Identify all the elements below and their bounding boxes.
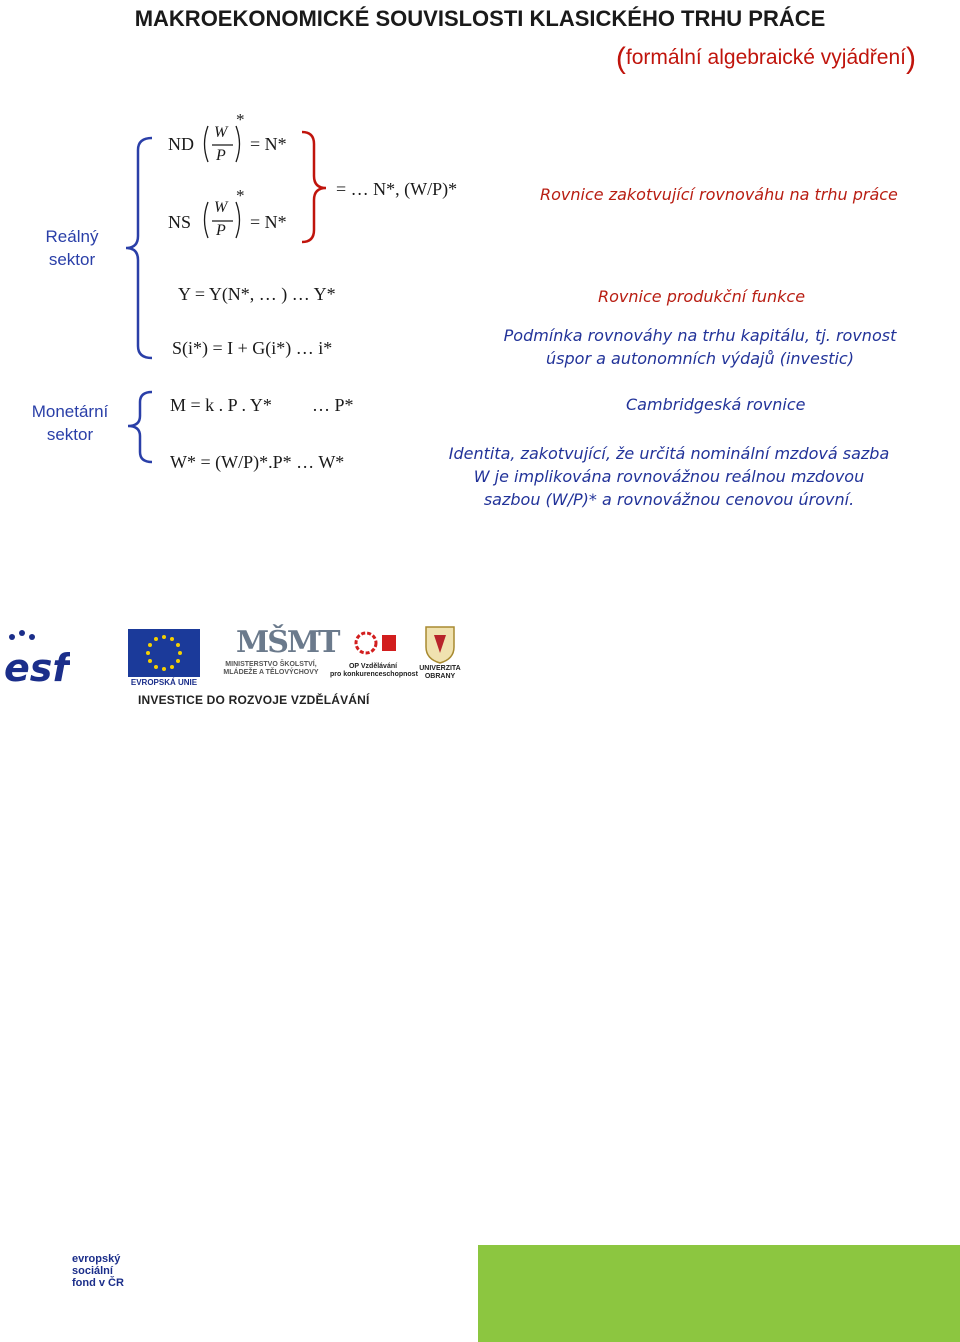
university-caption [414,665,466,681]
quantity-result: … P* [312,395,354,415]
op-logo-icon [346,627,406,661]
quantity-equation: M = k . P . Y* [170,395,272,415]
monetary-sector-line2: sektor [46,425,94,444]
ns-equals-nstar: = N* [250,212,287,232]
cambridge-note: Cambridgeská rovnice [626,395,806,414]
esf-caption-1: evropský [72,1253,121,1265]
monetary-sector-bracket [128,392,152,462]
op-caption-2: pro konkurenceschopnost [330,671,418,678]
esf-logo-icon [2,627,70,689]
identity-note-line3: sazbou (W/P)* a rovnovážnou cenovou úrovní. [483,490,855,509]
esf-caption [72,1253,124,1289]
identity-note-line2: W je implikována rovnovážnou reálnou mzdovou [473,467,865,486]
capital-market-note [480,324,920,370]
op-caption-1: OP Vzdělávání [348,663,398,670]
subtitle-text: formální algebraické vyjádření [625,46,906,69]
msmt-caption [216,661,326,677]
real-sector-bracket [126,138,152,358]
capital-note-line1: Podmínka rovnováhy na trhu kapitálu, tj. rovnost [503,326,897,345]
brackets-layer [0,0,960,621]
investment-slogan: INVESTICE DO ROZVOJE VZDĚLÁVÁNÍ [138,693,370,707]
university-caption-2: OBRANY [424,673,456,680]
production-function: Y = Y(N*, … ) … Y* [178,284,336,304]
footer-logo-strip [0,621,960,1289]
capital-market-equation: S(i*) = I + G(i*) … i* [172,338,333,358]
op-caption [330,663,416,679]
university-caption-1: UNIVERZITA [419,665,461,672]
nd-frac-den: P [216,147,226,164]
labor-market-bracket [302,132,326,242]
labor-market-result: = … N*, (W/P)* [336,179,458,199]
identity-note-line1: Identita, zakotvující, že určitá nominální mzdová sazba [448,444,890,463]
ns-frac-num: W [214,199,228,216]
eu-flag-icon [128,629,200,677]
nd-star: * [236,110,245,129]
nd-label: ND [168,134,194,154]
identity-note [438,442,900,511]
eu-label: EVROPSKÁ UNIE [130,678,198,687]
footer-green-panel [478,1245,960,1342]
msmt-caption-2: MLÁDEŽE A TĚLOVÝCHOVY [223,669,319,676]
subtitle-close-paren: ) [906,42,916,75]
esf-caption-2: sociální [72,1265,113,1277]
nd-equals-nstar: = N* [250,134,287,154]
nd-frac-num: W [214,124,228,141]
esf-caption-3: fond v ČR [72,1277,124,1289]
subtitle-open-paren: ( [615,42,626,75]
page-title: MAKROEKONOMICKÉ SOUVISLOSTI KLASICKÉHO TRHU PRÁCE [134,6,826,31]
wage-identity: W* = (W/P)*.P* … W* [170,452,345,472]
production-note: Rovnice produkční funkce [598,287,806,306]
real-sector-line2: sektor [48,250,96,269]
esf-logo-text: esf [4,646,69,689]
msmt-caption-1: MINISTERSTVO ŠKOLSTVÍ, [225,661,317,668]
capital-note-line2: úspor a autonomních výdajů (investic) [546,349,854,368]
ns-star: * [236,186,245,205]
msmt-logo-icon: MŠMT [236,625,339,660]
real-sector-line1: Reálný [45,227,99,246]
ns-frac-den: P [216,222,226,239]
university-crest-icon [420,623,460,665]
monetary-sector-line1: Monetární [31,402,109,421]
ns-label: NS [168,212,192,232]
labor-market-note: Rovnice zakotvující rovnováhu na trhu práce [540,185,898,204]
